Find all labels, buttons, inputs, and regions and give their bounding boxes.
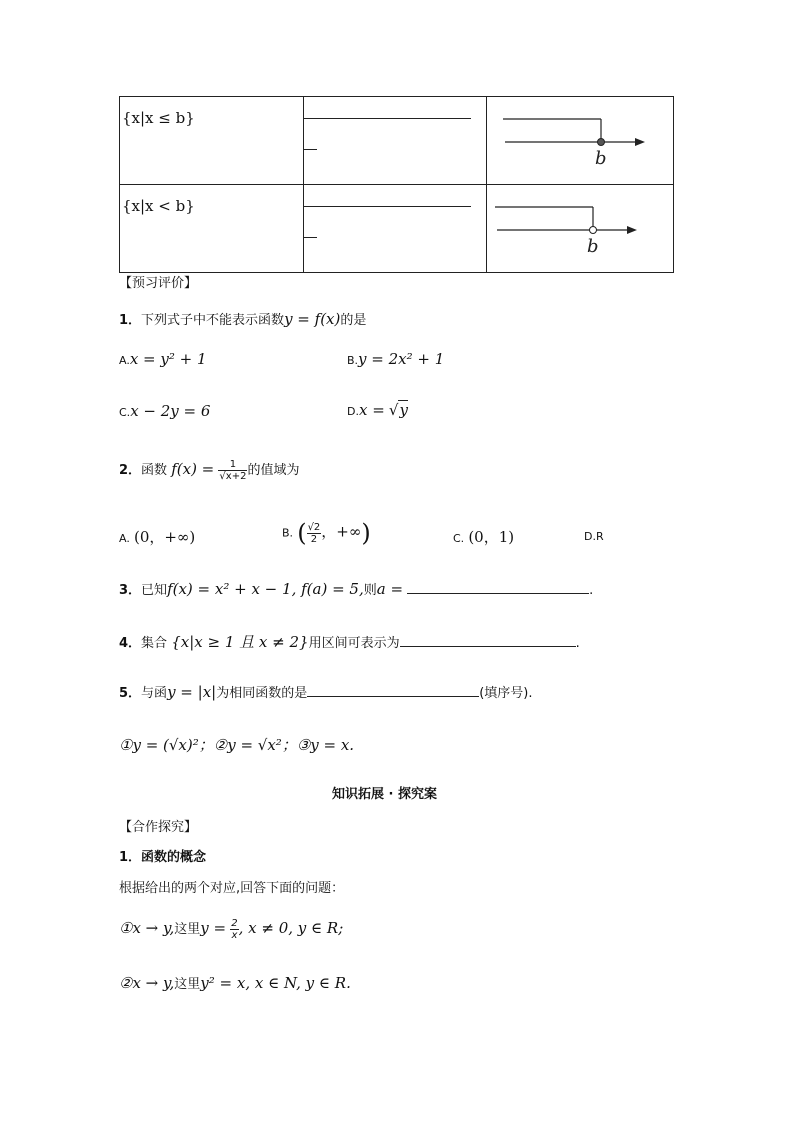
axis-arrow	[635, 138, 645, 146]
answer-blank[interactable]	[304, 206, 471, 207]
q1-text-after: 的是	[340, 313, 367, 328]
q2-text-after: 的值域为	[247, 463, 300, 478]
item-math: ②x → y,	[119, 974, 175, 992]
answer-cell	[304, 185, 487, 273]
section-title: 知识拓展 · 探究案	[332, 787, 437, 802]
item-math: y² = x, x ∈ N, y ∈ R.	[200, 974, 351, 992]
answer-blank[interactable]	[304, 118, 471, 119]
question-5	[119, 682, 533, 701]
option-letter: D.	[347, 405, 359, 418]
q3-number: 3．	[119, 583, 142, 598]
q2-text: 函数	[141, 463, 168, 478]
table-row	[120, 97, 674, 185]
q5-answer-blank[interactable]	[307, 684, 479, 697]
q2-option-d[interactable]	[584, 529, 604, 544]
question-2	[119, 459, 299, 482]
option-math: (0，1)	[468, 528, 515, 546]
question-1	[119, 309, 366, 328]
item-text: 这里	[174, 977, 201, 992]
question-3	[119, 579, 593, 598]
answer-blank-short[interactable]	[304, 149, 317, 150]
table-row	[120, 185, 674, 273]
q1-option-c[interactable]	[119, 402, 210, 420]
q1-math: y = f(x)	[284, 310, 341, 328]
q4-answer-blank[interactable]	[400, 634, 576, 647]
frac-num: √2	[307, 521, 321, 533]
set-notation: {x|x ≤ b}	[122, 109, 195, 127]
q5-text: 与函	[141, 686, 168, 701]
set-notation: {x|x < b}	[122, 197, 195, 215]
option-letter: A.	[119, 354, 130, 367]
q5-number: 5．	[119, 686, 142, 701]
option-letter: C.	[119, 406, 131, 419]
option-math: ，+∞	[321, 522, 362, 541]
option-letter: A.	[119, 532, 130, 545]
q4-text: 用区间可表示为	[308, 636, 400, 651]
q5-options: ①y = (√x)²；②y = √x²；③y = x.	[119, 736, 355, 754]
frac-den: 2	[310, 533, 318, 545]
set-cell	[120, 185, 304, 273]
numberline-cell	[487, 97, 674, 185]
q2-option-a[interactable]	[119, 526, 195, 547]
interval-table	[119, 96, 674, 273]
item-text: 这里	[174, 922, 201, 937]
answer-cell	[304, 97, 487, 185]
numberline-diagram	[487, 185, 673, 268]
axis-arrow	[627, 226, 637, 234]
q3-math: a =	[376, 580, 404, 598]
item-math: ①x → y,	[119, 919, 175, 937]
option-math: x − 2y = 6	[130, 402, 211, 420]
numberline-diagram	[487, 97, 673, 180]
frac-den: √x+2	[219, 471, 247, 482]
q3-text: 已知	[141, 583, 168, 598]
item-fraction	[230, 918, 238, 941]
q2-fraction	[218, 459, 247, 482]
q2-option-c[interactable]	[453, 526, 514, 547]
frac-num: 1	[218, 459, 247, 471]
preview-heading: 【预习评价】	[119, 276, 198, 291]
q5-math: y = |x|	[167, 683, 217, 701]
numberline-cell	[487, 185, 674, 273]
frac-den: x	[231, 930, 238, 941]
q3-answer-blank[interactable]	[407, 581, 589, 594]
q3-text: 则	[363, 583, 377, 598]
q5-text: 为相同函数的是	[216, 686, 308, 701]
q2-lhs: f(x) =	[171, 460, 215, 478]
q1-text: 下列式子中不能表示函数	[141, 313, 285, 328]
q4-math: {x|x ≥ 1 且 x ≠ 2}	[171, 633, 309, 651]
item-2	[119, 973, 351, 992]
intro-text: 根据给出的两个对应,回答下面的问题：	[119, 881, 345, 896]
q1-number: 1．	[119, 313, 142, 328]
option-math: x =	[358, 401, 385, 419]
subsection-title: 1．函数的概念	[119, 850, 207, 865]
b-label: b	[595, 148, 607, 169]
option-math: y = 2x² + 1	[358, 350, 445, 368]
option-math: (0，+∞)	[133, 528, 196, 546]
q4-end: .	[575, 636, 580, 651]
solid-dot	[598, 139, 605, 146]
option-letter: D.R	[584, 530, 604, 543]
option-fraction	[307, 522, 322, 545]
answer-blank-short[interactable]	[304, 237, 317, 238]
option-letter: C.	[453, 532, 465, 545]
hollow-dot	[590, 227, 597, 234]
q2-number: 2．	[119, 463, 142, 478]
q3-end: .	[589, 583, 594, 598]
q2-option-b[interactable]: B. ( $\frac{√2}{2}$ ，+∞)	[282, 519, 371, 547]
option-letter: B.	[347, 354, 359, 367]
set-cell	[120, 97, 304, 185]
q5-text: (填序号).	[479, 686, 533, 701]
b-label: b	[587, 236, 599, 257]
item-math: y =	[200, 919, 227, 937]
q4-number: 4．	[119, 636, 142, 651]
option-letter: B.	[282, 526, 294, 540]
q4-text: 集合	[141, 636, 168, 651]
q1-option-a[interactable]	[119, 350, 207, 368]
option-math: x = y² + 1	[129, 350, 207, 368]
radicand: y	[399, 401, 408, 419]
explore-heading: 【合作探究】	[119, 820, 198, 835]
item-math: , x ≠ 0, y ∈ R;	[238, 919, 344, 937]
item-1	[119, 918, 343, 941]
q1-option-b[interactable]	[347, 350, 444, 368]
q3-math: f(x) = x² + x − 1, f(a) = 5,	[167, 580, 364, 598]
q1-option-d[interactable]: D.x = √y	[347, 401, 408, 419]
frac-num: 2	[231, 918, 238, 929]
question-4	[119, 631, 580, 652]
